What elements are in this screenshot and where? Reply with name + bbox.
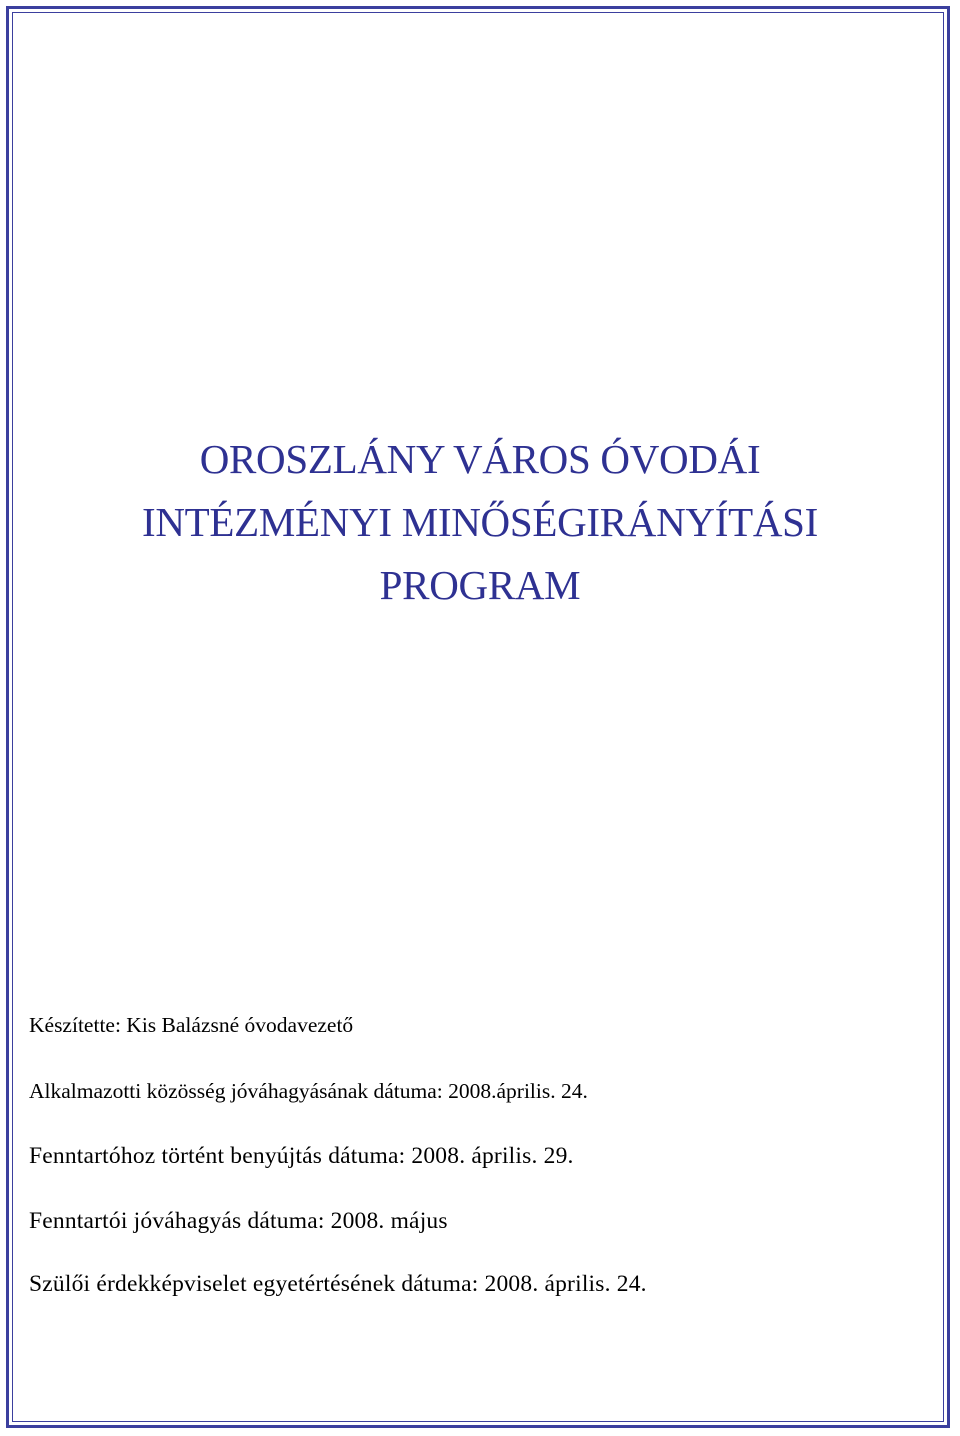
document-title	[0, 428, 960, 617]
staff-approval-date: Alkalmazotti közösség jóváhagyásának dátuma: 2008.április. 24.	[29, 1079, 588, 1103]
submission-date: Fenntartóhoz történt benyújtás dátuma: 2008. április. 29.	[29, 1143, 574, 1169]
author-line: Készítette: Kis Balázsné óvodavezető	[29, 1013, 354, 1037]
title-line-3: PROGRAM	[379, 562, 581, 608]
title-line-2: INTÉZMÉNYI MINŐSÉGIRÁNYÍTÁSI	[142, 499, 818, 545]
title-line-1: OROSZLÁNY VÁROS ÓVODÁI	[199, 436, 761, 482]
parent-council-agreement-date: Szülői érdekképviselet egyetértésének dátuma: 2008. április. 24.	[29, 1271, 647, 1297]
maintainer-approval-date: Fenntartói jóváhagyás dátuma: 2008. május	[29, 1208, 448, 1234]
